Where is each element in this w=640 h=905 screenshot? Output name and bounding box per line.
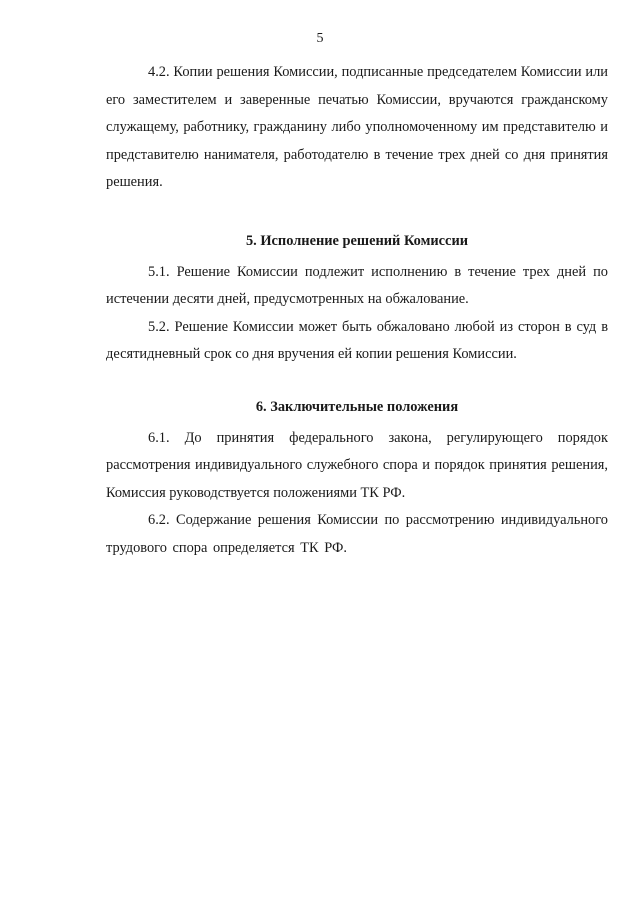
page-number: 5 [316,31,324,46]
section-heading-6: 6. Заключительные положения [255,398,459,415]
paragraph-6-2: 6.2. Содержание решения Комиссии по рассмотрению индивидуального трудового спора определяется ТК РФ. [106,512,608,556]
document-body [106,59,608,562]
paragraph-6-1: 6.1. До принятия федерального закона, регулирующего порядок рассмотрения индивидуального служебного спора и порядок принятия решения, Комиссия руководствуется положениями ТК РФ. [106,429,608,501]
paragraph-5-2: 5.2. Решение Комиссии может быть обжаловано любой из сторон в суд в десятидневный срок со дня вручения ей копии решения Комиссии. [106,318,608,362]
section-heading-5: 5. Исполнение решений Комиссии [245,232,469,249]
paragraph-5-1: 5.1. Решение Комиссии подлежит исполнению в течение трех дней по истечении десяти дней, предусмотренных на обжалование. [106,263,608,307]
paragraph-4-2: 4.2. Копии решения Комиссии, подписанные председателем Комиссии или его заместителем и заверенные печатью Комиссии, вручаются гражданскому служащему, работнику, гражданину либо уполномоченному им представителю и представителю нанимателя, работодателю в течение трех дней со дня принятия решения. [106,64,608,190]
